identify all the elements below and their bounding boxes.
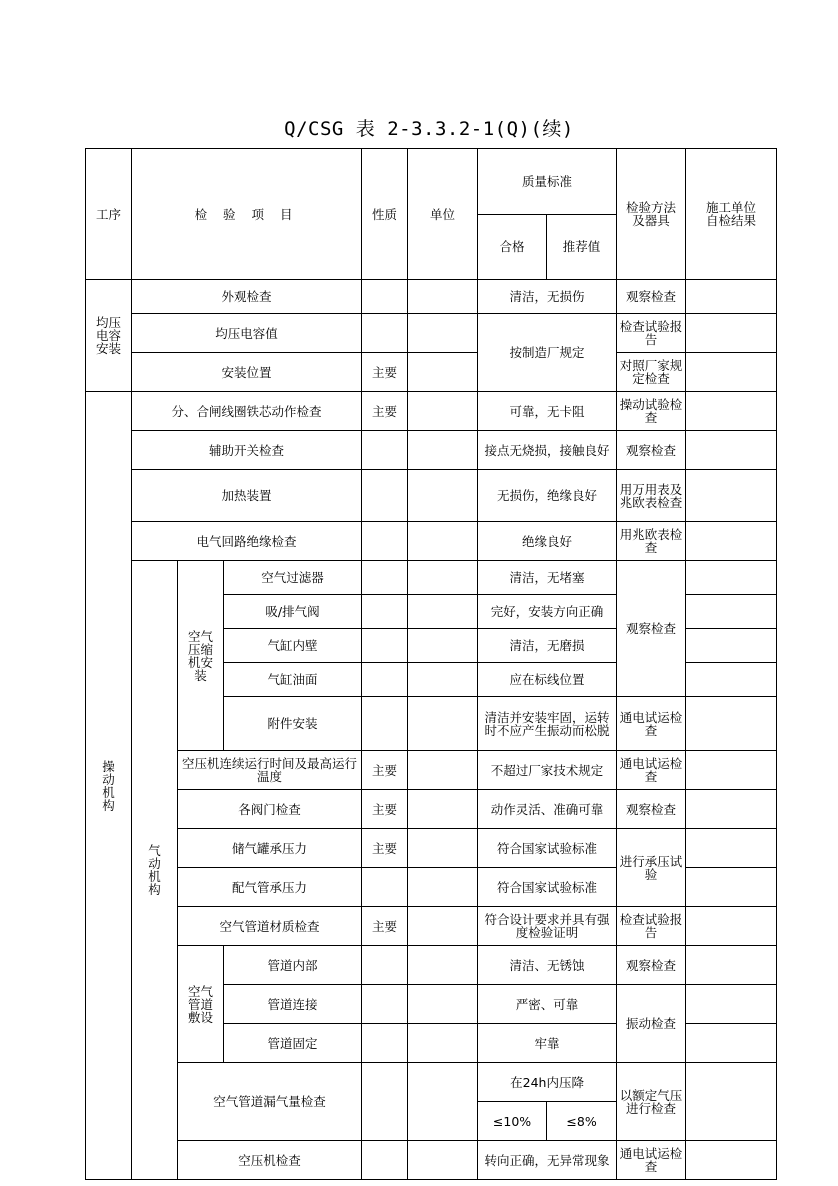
header-method-line2: 及器具 [632,213,670,228]
nature-cell [362,697,408,751]
standard-cell: 按制造厂规定 [478,314,617,392]
table-row [86,829,777,868]
method-cell: 检查试验报告 [617,314,686,353]
nature-cell: 主要 [362,907,408,946]
method-cell: 振动检查 [617,985,686,1063]
table-row [86,561,777,595]
table-row [86,353,777,392]
section-pipe-laying: 空气 管道 敷设 [178,946,224,1063]
nature-cell [362,1024,408,1063]
unit-cell [408,595,478,629]
method-cell: 用兆欧表检查 [617,522,686,561]
section-operating-mechanism: 操 动 机 构 [86,392,132,1180]
unit-cell [408,1141,478,1180]
item-cell: 配气管承压力 [178,868,362,907]
header-process: 工序 [86,149,132,280]
construction-result-cell [686,1063,777,1141]
item-cell: 气缸内壁 [224,629,362,663]
item-cell: 辅助开关检查 [132,431,362,470]
construction-result-cell [686,868,777,907]
standard-cell: 符合国家试验标准 [478,829,617,868]
item-cell: 各阀门检查 [178,790,362,829]
item-cell: 空气过滤器 [224,561,362,595]
unit-cell [408,314,478,353]
table-row [86,522,777,561]
method-cell: 观察检查 [617,431,686,470]
nature-cell: 主要 [362,392,408,431]
unit-cell [408,946,478,985]
unit-cell [408,392,478,431]
standard-cell: 牢靠 [478,1024,617,1063]
standard-cell: 不超过厂家技术规定 [478,751,617,790]
header-quality-standard: 质量标准 [478,149,617,215]
unit-cell [408,629,478,663]
section-capacitor: 均压 电容 安装 [86,280,132,392]
construction-result-cell [686,353,777,392]
table-row [86,790,777,829]
header-construction [686,149,777,280]
nature-cell [362,1141,408,1180]
unit-cell [408,431,478,470]
header-row [86,149,777,215]
nature-cell [362,561,408,595]
table-row [86,1141,777,1180]
header-construction-line1: 施工单位 [706,200,757,215]
item-cell: 空气管道漏气量检查 [178,1063,362,1141]
nature-cell [362,663,408,697]
standard-cell: 在24h内压降 [478,1063,617,1102]
construction-result-cell [686,663,777,697]
unit-cell [408,353,478,392]
standard-cell: 符合国家试验标准 [478,868,617,907]
method-cell: 观察检查 [617,280,686,314]
nature-cell [362,522,408,561]
table-row [86,280,777,314]
standard-cell: 严密、可靠 [478,985,617,1024]
header-recommended: 推荐值 [547,214,617,280]
construction-result-cell [686,751,777,790]
nature-cell [362,470,408,522]
construction-result-cell [686,629,777,663]
standard-cell: 绝缘良好 [478,522,617,561]
form-title: Q/CSG 表 2-3.3.2-1(Q)(续) [284,118,574,140]
inspection-table [85,148,777,1180]
unit-cell [408,829,478,868]
unit-cell [408,470,478,522]
standard-cell: 应在标线位置 [478,663,617,697]
unit-cell [408,985,478,1024]
header-item: 检 验 项 目 [132,149,362,280]
unit-cell [408,751,478,790]
standard-cell: 清洁，无堵塞 [478,561,617,595]
standard-cell: 转向正确，无异常现象 [478,1141,617,1180]
unit-cell [408,790,478,829]
method-cell: 观察检查 [617,561,686,697]
construction-result-cell [686,522,777,561]
nature-cell: 主要 [362,353,408,392]
method-cell: 通电试运检查 [617,1141,686,1180]
construction-result-cell [686,829,777,868]
standard-cell: 无损伤，绝缘良好 [478,470,617,522]
unit-cell [408,561,478,595]
method-cell: 观察检查 [617,946,686,985]
item-cell: 空压机检查 [178,1141,362,1180]
construction-result-cell [686,314,777,353]
unit-cell [408,1063,478,1141]
construction-result-cell [686,431,777,470]
section-pneumatic-mechanism: 气 动 机 构 [132,561,178,1180]
construction-result-cell [686,595,777,629]
standard-cell: 动作灵活、准确可靠 [478,790,617,829]
nature-cell [362,985,408,1024]
item-cell: 空气管道材质检查 [178,907,362,946]
unit-cell [408,868,478,907]
table-row [86,392,777,431]
construction-result-cell [686,985,777,1024]
table-row [86,431,777,470]
table-row [86,470,777,522]
table-row [86,907,777,946]
nature-cell [362,1063,408,1141]
item-cell: 管道内部 [224,946,362,985]
item-cell: 气缸油面 [224,663,362,697]
header-method [617,149,686,280]
item-cell: 储气罐承压力 [178,829,362,868]
item-cell: 分、合闸线圈铁芯动作检查 [132,392,362,431]
unit-cell [408,1024,478,1063]
standard-cell: 符合设计要求并具有强度检验证明 [478,907,617,946]
standard-cell: 接点无烧损，接触良好 [478,431,617,470]
table-row [86,1063,777,1102]
item-cell: 电气回路绝缘检查 [132,522,362,561]
header-qualified: 合格 [478,214,547,280]
recommended-value-cell: ≤8% [547,1102,617,1141]
construction-result-cell [686,790,777,829]
method-cell: 通电试运检查 [617,751,686,790]
standard-cell: 可靠，无卡阻 [478,392,617,431]
item-cell: 安装位置 [132,353,362,392]
standard-cell: 清洁并安装牢固，运转时不应产生振动而松脱 [478,697,617,751]
nature-cell [362,629,408,663]
construction-result-cell [686,946,777,985]
standard-cell: 清洁，无损伤 [478,280,617,314]
unit-cell [408,522,478,561]
item-cell: 吸/排气阀 [224,595,362,629]
construction-result-cell [686,907,777,946]
standard-cell: 清洁、无锈蚀 [478,946,617,985]
nature-cell: 主要 [362,751,408,790]
method-cell: 操动试验检查 [617,392,686,431]
construction-result-cell [686,697,777,751]
nature-cell: 主要 [362,790,408,829]
item-cell: 均压电容值 [132,314,362,353]
header-construction-line2: 自检结果 [706,213,757,228]
nature-cell [362,946,408,985]
header-unit: 单位 [408,149,478,280]
nature-cell: 主要 [362,829,408,868]
unit-cell [408,280,478,314]
construction-result-cell [686,1024,777,1063]
method-cell: 进行承压试验 [617,829,686,907]
table-row [86,751,777,790]
method-cell: 观察检查 [617,790,686,829]
construction-result-cell [686,1141,777,1180]
nature-cell [362,431,408,470]
item-cell: 管道连接 [224,985,362,1024]
nature-cell [362,314,408,353]
section-compressor-install: 空气 压缩 机安 装 [178,561,224,751]
standard-cell: 清洁，无磨损 [478,629,617,663]
method-cell: 以额定气压进行检查 [617,1063,686,1141]
header-nature: 性质 [362,149,408,280]
method-cell: 对照厂家规定检查 [617,353,686,392]
construction-result-cell [686,470,777,522]
item-cell: 加热装置 [132,470,362,522]
construction-result-cell [686,561,777,595]
method-cell: 用万用表及兆欧表检查 [617,470,686,522]
nature-cell [362,868,408,907]
qualified-value-cell: ≤10% [478,1102,547,1141]
method-cell: 检查试验报告 [617,907,686,946]
unit-cell [408,663,478,697]
method-cell: 通电试运检查 [617,697,686,751]
item-cell: 空压机连续运行时间及最高运行温度 [178,751,362,790]
table-row [86,314,777,353]
unit-cell [408,907,478,946]
nature-cell [362,280,408,314]
table-row [86,946,777,985]
construction-result-cell [686,280,777,314]
item-cell: 附件安装 [224,697,362,751]
construction-result-cell [686,392,777,431]
item-cell: 外观检查 [132,280,362,314]
standard-cell: 完好，安装方向正确 [478,595,617,629]
header-method-line1: 检验方法 [626,200,677,215]
item-cell: 管道固定 [224,1024,362,1063]
nature-cell [362,595,408,629]
unit-cell [408,697,478,751]
